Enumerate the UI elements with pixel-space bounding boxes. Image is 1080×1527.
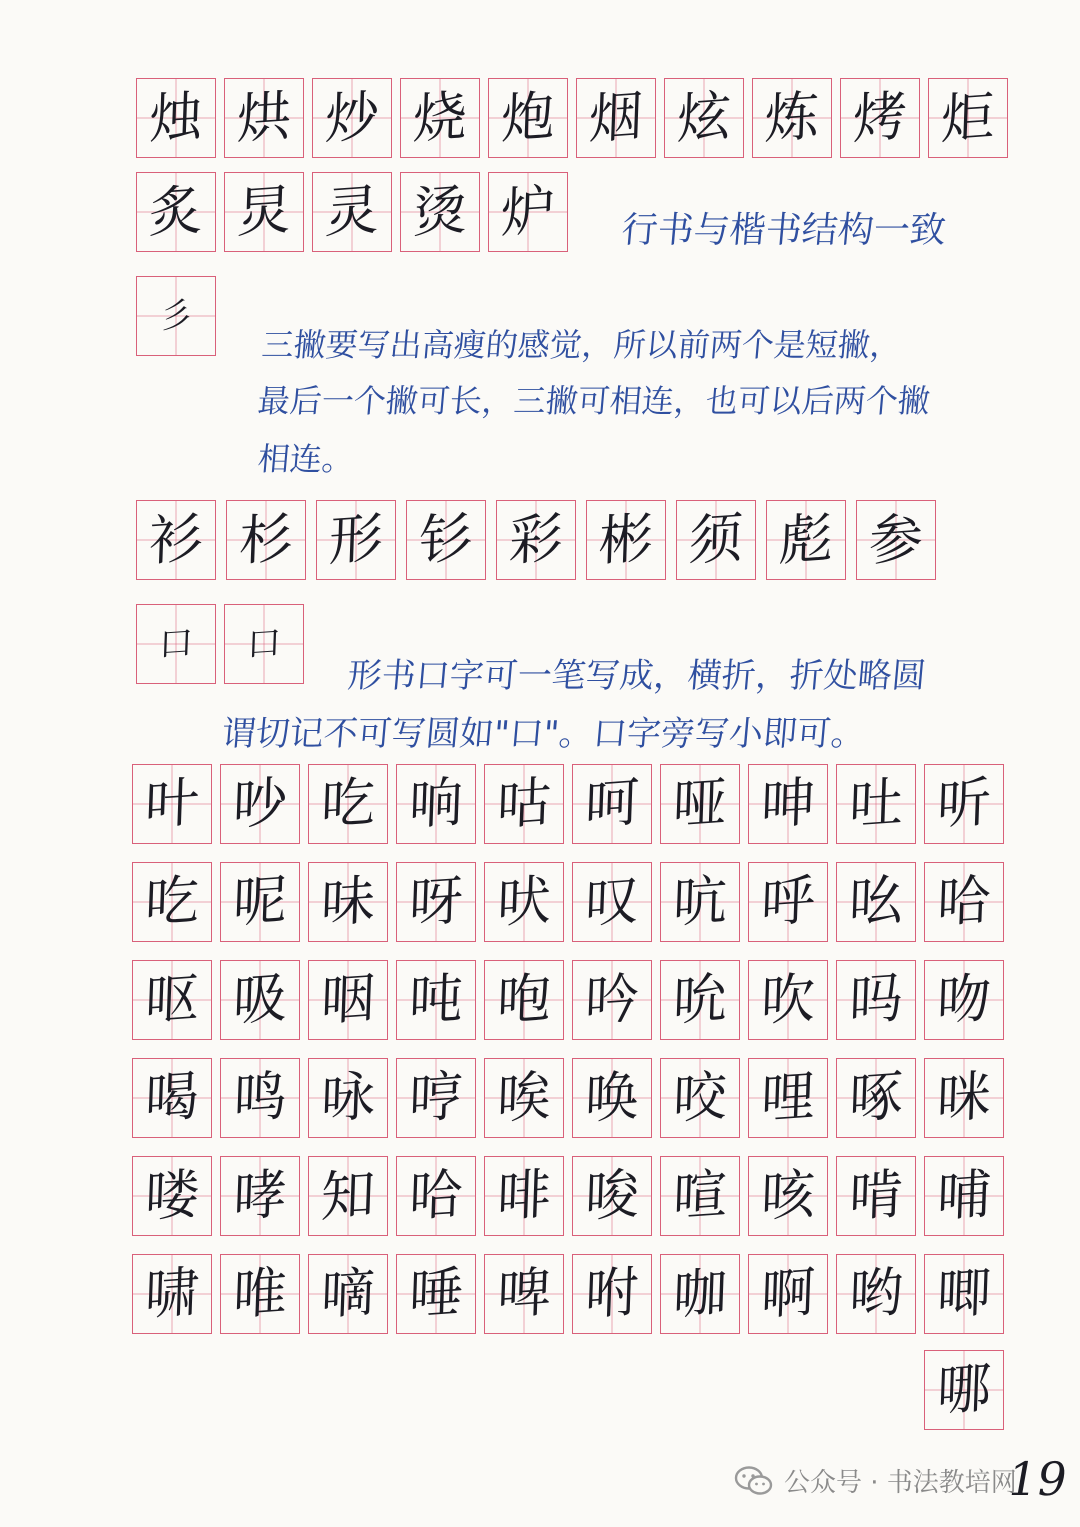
char: 啸 xyxy=(143,1259,201,1328)
char: 炮 xyxy=(499,83,557,152)
char-cell xyxy=(308,764,388,844)
char-cell xyxy=(484,764,564,844)
char: 炅 xyxy=(235,177,293,246)
char: 烧 xyxy=(411,83,469,152)
char: 吃 xyxy=(319,769,377,838)
char-cell xyxy=(484,960,564,1040)
char-cell xyxy=(312,172,392,252)
char: 炼 xyxy=(763,83,821,152)
char: 呢 xyxy=(231,867,289,936)
char-cell xyxy=(924,764,1004,844)
char-cell xyxy=(836,1058,916,1138)
char-cell xyxy=(484,1156,564,1236)
char: 须 xyxy=(687,505,745,574)
char-cell xyxy=(400,172,480,252)
char-cell xyxy=(220,764,300,844)
char-cell xyxy=(496,500,576,580)
char-cell xyxy=(572,960,652,1040)
char: 呻 xyxy=(759,769,817,838)
char-cell xyxy=(572,1254,652,1334)
char: 喝 xyxy=(143,1063,201,1132)
char-cell xyxy=(660,862,740,942)
char-cell xyxy=(488,78,568,158)
char-cell xyxy=(836,862,916,942)
char-cell xyxy=(396,862,476,942)
char: 吭 xyxy=(671,867,729,936)
char: 形 xyxy=(327,505,385,574)
char-cell xyxy=(836,764,916,844)
char-cell xyxy=(132,1058,212,1138)
char-cell xyxy=(220,1058,300,1138)
char-cell xyxy=(924,1350,1004,1430)
char: 呼 xyxy=(759,867,817,936)
char-cell xyxy=(676,500,756,580)
char-cell xyxy=(136,276,216,356)
char: 啡 xyxy=(495,1161,553,1230)
char: 知 xyxy=(319,1161,377,1230)
char-cell xyxy=(396,1156,476,1236)
char: 哑 xyxy=(671,769,729,838)
char: 吐 xyxy=(847,769,905,838)
char: 衫 xyxy=(147,505,205,574)
char: 哟 xyxy=(847,1259,905,1328)
char: 叹 xyxy=(583,867,641,936)
char-cell xyxy=(840,78,920,158)
note-kou-line-1: 形书口字可一笔写成，横折，折处略圆 xyxy=(345,656,928,696)
char: 咐 xyxy=(583,1259,641,1328)
char: 咬 xyxy=(671,1063,729,1132)
char-cell xyxy=(396,1254,476,1334)
char-cell xyxy=(132,1254,212,1334)
char: 吨 xyxy=(407,965,465,1034)
char-cell xyxy=(224,78,304,158)
char-cell xyxy=(928,78,1008,158)
char-cell xyxy=(748,960,828,1040)
char: 灵 xyxy=(323,177,381,246)
char-cell xyxy=(924,1254,1004,1334)
wechat-icon xyxy=(734,1465,774,1497)
char-cell xyxy=(136,604,216,684)
char-cell xyxy=(406,500,486,580)
char: 烤 xyxy=(851,83,909,152)
char-cell xyxy=(136,172,216,252)
char: 吮 xyxy=(671,965,729,1034)
char: 响 xyxy=(407,769,465,838)
char-cell xyxy=(576,78,656,158)
char-cell xyxy=(136,78,216,158)
char: 哩 xyxy=(759,1063,817,1132)
char: 嘀 xyxy=(319,1259,377,1328)
char-cell xyxy=(572,862,652,942)
char: 喧 xyxy=(671,1161,729,1230)
char-cell xyxy=(766,500,846,580)
char-cell xyxy=(132,1156,212,1236)
char: 啄 xyxy=(847,1063,905,1132)
char-cell xyxy=(224,172,304,252)
char: 口 xyxy=(246,622,282,666)
char: 呵 xyxy=(583,769,641,838)
char-cell xyxy=(308,1254,388,1334)
char: 吗 xyxy=(847,965,905,1034)
char: 炬 xyxy=(939,83,997,152)
char: 哈 xyxy=(407,1161,465,1230)
char-cell xyxy=(484,862,564,942)
char-cell xyxy=(484,1058,564,1138)
char: 吵 xyxy=(231,769,289,838)
char-cell xyxy=(748,1058,828,1138)
char: 杉 xyxy=(237,505,295,574)
char-cell xyxy=(660,1254,740,1334)
char-cell xyxy=(396,960,476,1040)
watermark-text: 公众号 · 书法教培网 xyxy=(784,1468,1017,1498)
char-cell xyxy=(308,1058,388,1138)
char: 唾 xyxy=(407,1259,465,1328)
char-cell xyxy=(836,1156,916,1236)
char: 咽 xyxy=(319,965,377,1034)
char-cell xyxy=(316,500,396,580)
watermark xyxy=(734,1462,1017,1499)
note-kou-line-2: 谓切记不可写圆如"口"。口字旁写小即可。 xyxy=(219,714,867,754)
char: 钐 xyxy=(417,505,475,574)
char-cell xyxy=(220,862,300,942)
char-cell xyxy=(752,78,832,158)
char-cell xyxy=(664,78,744,158)
char-cell xyxy=(924,1058,1004,1138)
char: 烫 xyxy=(411,177,469,246)
char-cell xyxy=(220,960,300,1040)
char: 咏 xyxy=(319,1063,377,1132)
char-cell xyxy=(226,500,306,580)
char-cell xyxy=(220,1254,300,1334)
char: 哺 xyxy=(935,1161,993,1230)
char-cell xyxy=(572,1058,652,1138)
char: 烘 xyxy=(235,83,293,152)
char-cell xyxy=(396,764,476,844)
char: 呀 xyxy=(407,867,465,936)
char-cell xyxy=(660,1058,740,1138)
char: 咖 xyxy=(671,1259,729,1328)
char: 吟 xyxy=(583,965,641,1034)
char-cell xyxy=(136,500,216,580)
char-cell xyxy=(856,500,936,580)
char-cell xyxy=(924,862,1004,942)
char-cell xyxy=(312,78,392,158)
char: 唆 xyxy=(583,1161,641,1230)
char: 鸣 xyxy=(231,1063,289,1132)
char: 唯 xyxy=(231,1259,289,1328)
char-cell xyxy=(924,1156,1004,1236)
char: 喽 xyxy=(143,1161,201,1230)
char-cell xyxy=(132,862,212,942)
char: 唤 xyxy=(583,1063,641,1132)
char-cell xyxy=(484,1254,564,1334)
char-cell xyxy=(660,960,740,1040)
note-shan-line-3: 相连。 xyxy=(256,440,356,478)
char: 烟 xyxy=(587,83,645,152)
char-cell xyxy=(396,1058,476,1138)
char: 吠 xyxy=(495,867,553,936)
char: 咪 xyxy=(935,1063,993,1132)
char-cell xyxy=(572,764,652,844)
char: 叶 xyxy=(143,769,201,838)
char-cell xyxy=(132,960,212,1040)
note-structure: 行书与楷书结构一致 xyxy=(619,210,948,251)
char-cell xyxy=(660,1156,740,1236)
char: 烛 xyxy=(147,83,205,152)
note-shan-line-2: 最后一个撇可长，三撇可相连，也可以后两个撇 xyxy=(256,382,932,420)
char: 吸 xyxy=(231,965,289,1034)
char-cell xyxy=(488,172,568,252)
char: 吃 xyxy=(143,867,201,936)
char: 彪 xyxy=(777,505,835,574)
char: 彩 xyxy=(507,505,565,574)
char: 哪 xyxy=(935,1355,993,1424)
char: 听 xyxy=(935,769,993,838)
char-cell xyxy=(748,764,828,844)
char: 参 xyxy=(867,505,925,574)
char-cell xyxy=(400,78,480,158)
char: 咕 xyxy=(495,769,553,838)
char: 吹 xyxy=(759,965,817,1034)
note-shan-line-1: 三撇要写出高瘦的感觉，所以前两个是短撇， xyxy=(260,326,904,364)
char: 哼 xyxy=(407,1063,465,1132)
char-cell xyxy=(308,1156,388,1236)
char: 吻 xyxy=(935,965,993,1034)
char: 唧 xyxy=(935,1259,993,1328)
char-cell xyxy=(836,1254,916,1334)
char-cell xyxy=(224,604,304,684)
char: 呕 xyxy=(143,965,201,1034)
char: 咆 xyxy=(495,965,553,1034)
char-cell xyxy=(308,960,388,1040)
char: 彡 xyxy=(158,294,194,338)
char: 炫 xyxy=(675,83,733,152)
char: 哮 xyxy=(231,1161,289,1230)
char: 吆 xyxy=(847,867,905,936)
char: 哈 xyxy=(935,867,993,936)
char-cell xyxy=(836,960,916,1040)
page-number: 19 xyxy=(1003,1452,1072,1506)
char: 唉 xyxy=(495,1063,553,1132)
char-cell xyxy=(572,1156,652,1236)
char-cell xyxy=(586,500,666,580)
char: 啤 xyxy=(495,1259,553,1328)
char: 彬 xyxy=(597,505,655,574)
char: 炒 xyxy=(323,83,381,152)
char: 啃 xyxy=(847,1161,905,1230)
char-cell xyxy=(132,764,212,844)
char: 炉 xyxy=(499,177,557,246)
char: 味 xyxy=(319,867,377,936)
char: 炙 xyxy=(147,177,205,246)
char: 口 xyxy=(158,622,194,666)
char-cell xyxy=(308,862,388,942)
char-cell xyxy=(748,862,828,942)
char-cell xyxy=(220,1156,300,1236)
char: 咳 xyxy=(759,1161,817,1230)
char-cell xyxy=(748,1156,828,1236)
char-cell xyxy=(748,1254,828,1334)
char: 啊 xyxy=(759,1259,817,1328)
char-cell xyxy=(660,764,740,844)
char-cell xyxy=(924,960,1004,1040)
